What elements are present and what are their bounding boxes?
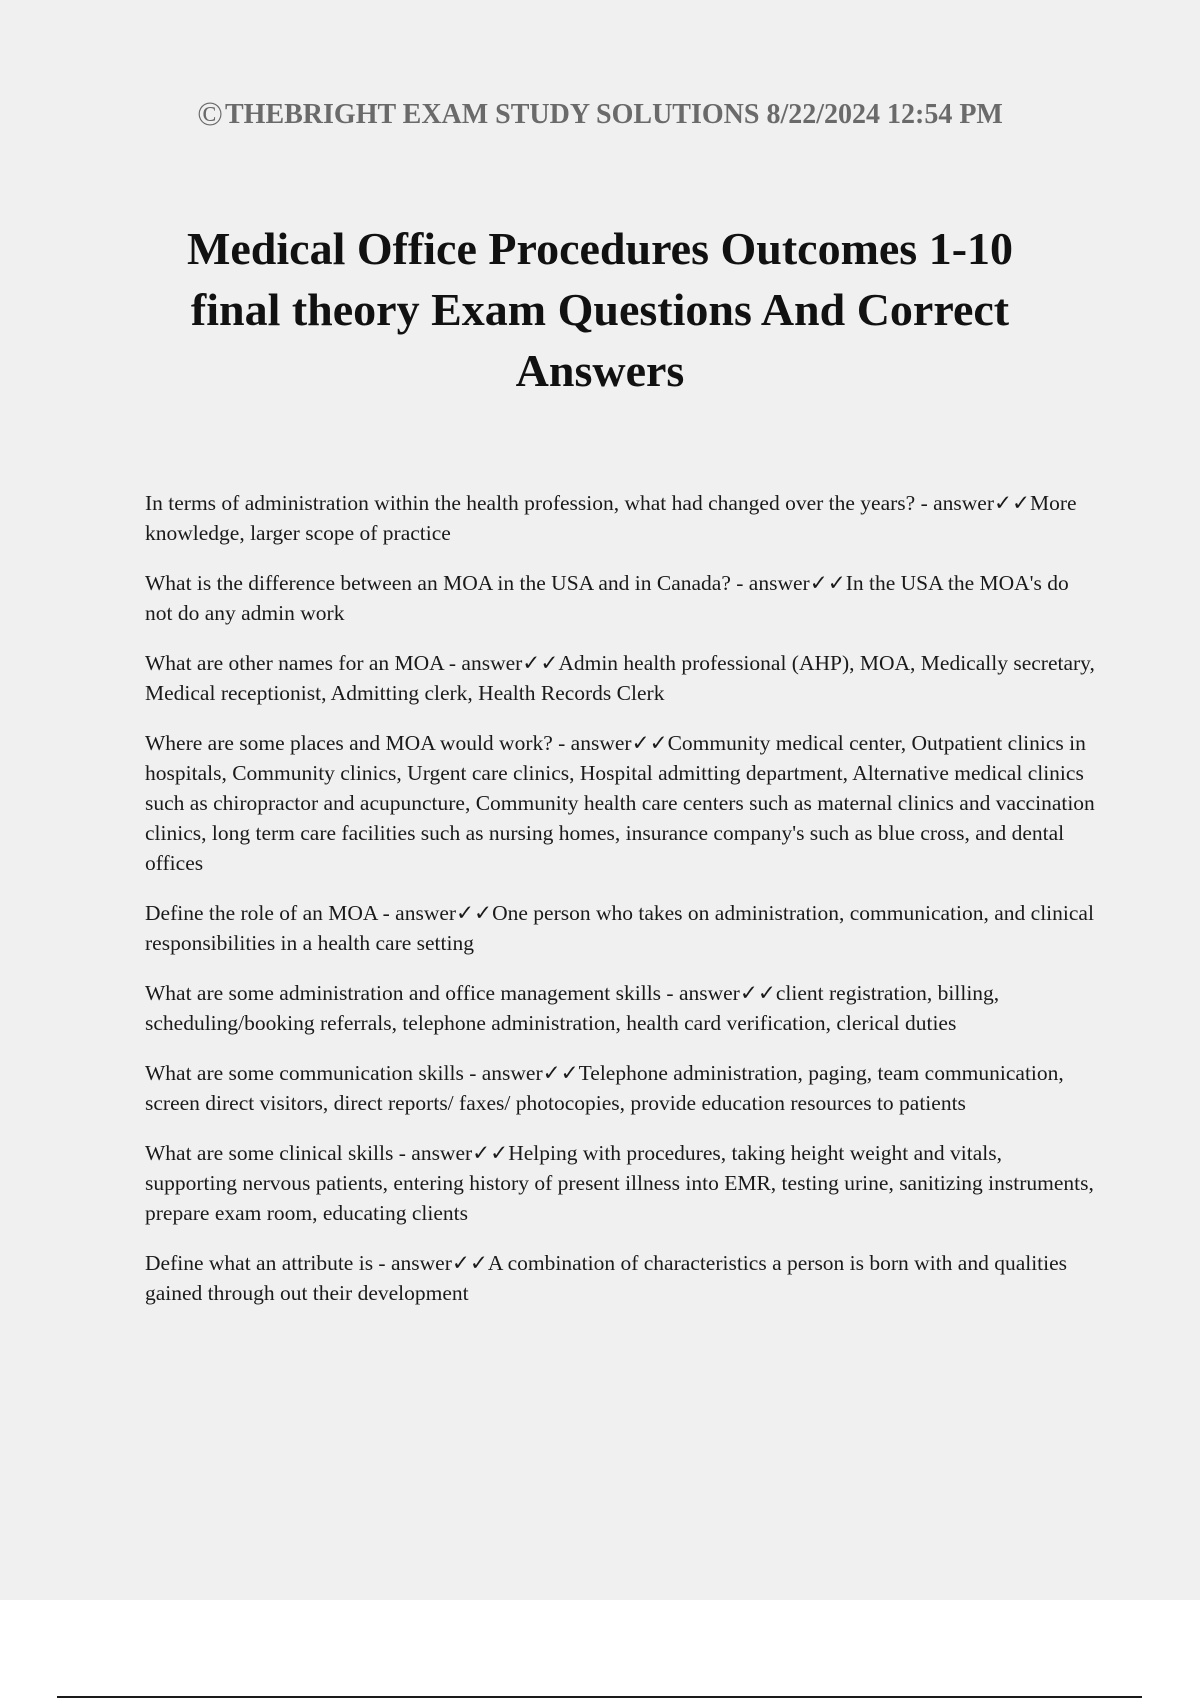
qa-item: What are some clinical skills - answer✓✓Helping with procedures, taking height weight and vitals, supporting nervous patients, entering history of present illness into EMR, testing urine, sanitizing instruments, prepare exam room, educating clients xyxy=(145,1141,1094,1225)
qa-item: In terms of administration within the health profession, what had changed over the years? - answer✓✓More knowledge, larger scope of practice xyxy=(145,491,1077,545)
qa-item: What are other names for an MOA - answer✓✓Admin health professional (AHP), MOA, Medically secretary, Medical receptionist, Admitting clerk, Health Records Clerk xyxy=(145,651,1095,705)
copyright-icon: © xyxy=(197,96,223,133)
qa-item: What is the difference between an MOA in the USA and in Canada? - answer✓✓In the USA the MOA's do not do any admin work xyxy=(145,571,1069,625)
qa-item: Define what an attribute is - answer✓✓A combination of characteristics a person is born with and qualities gained through out their development xyxy=(145,1251,1068,1305)
qa-list xyxy=(145,488,1095,1328)
footer-divider xyxy=(57,1696,1142,1698)
qa-item: What are some communication skills - answer✓✓Telephone administration, paging, team communication, screen direct visitors, direct reports/ faxes/ photocopies, provide education resources to patients xyxy=(145,1061,1064,1115)
header-text: THEBRIGHT EXAM STUDY SOLUTIONS 8/22/2024 12:54 PM xyxy=(224,99,1003,130)
qa-item: What are some administration and office management skills - answer✓✓client registration, billing, scheduling/booking referrals, telephone administration, health card verification, clerical duties xyxy=(145,981,1000,1035)
qa-item: Define the role of an MOA - answer✓✓One person who takes on administration, communication, and clinical responsibilities in a health care setting xyxy=(145,901,1094,955)
watermark-header xyxy=(0,96,1200,134)
qa-item: Where are some places and MOA would work? - answer✓✓Community medical center, Outpatient clinics in hospitals, Community clinics, Urgent care clinics, Hospital admitting department, Alternative medical clinics such as chiropractor and acupuncture, Community health care centers such as maternal clinics and vaccination clinics, long term care facilities such as nursing homes, insurance company's such as blue cross, and dental offices xyxy=(145,731,1095,875)
document-title: Medical Office Procedures Outcomes 1-10 final theory Exam Questions And Correct Answers xyxy=(186,223,1014,396)
